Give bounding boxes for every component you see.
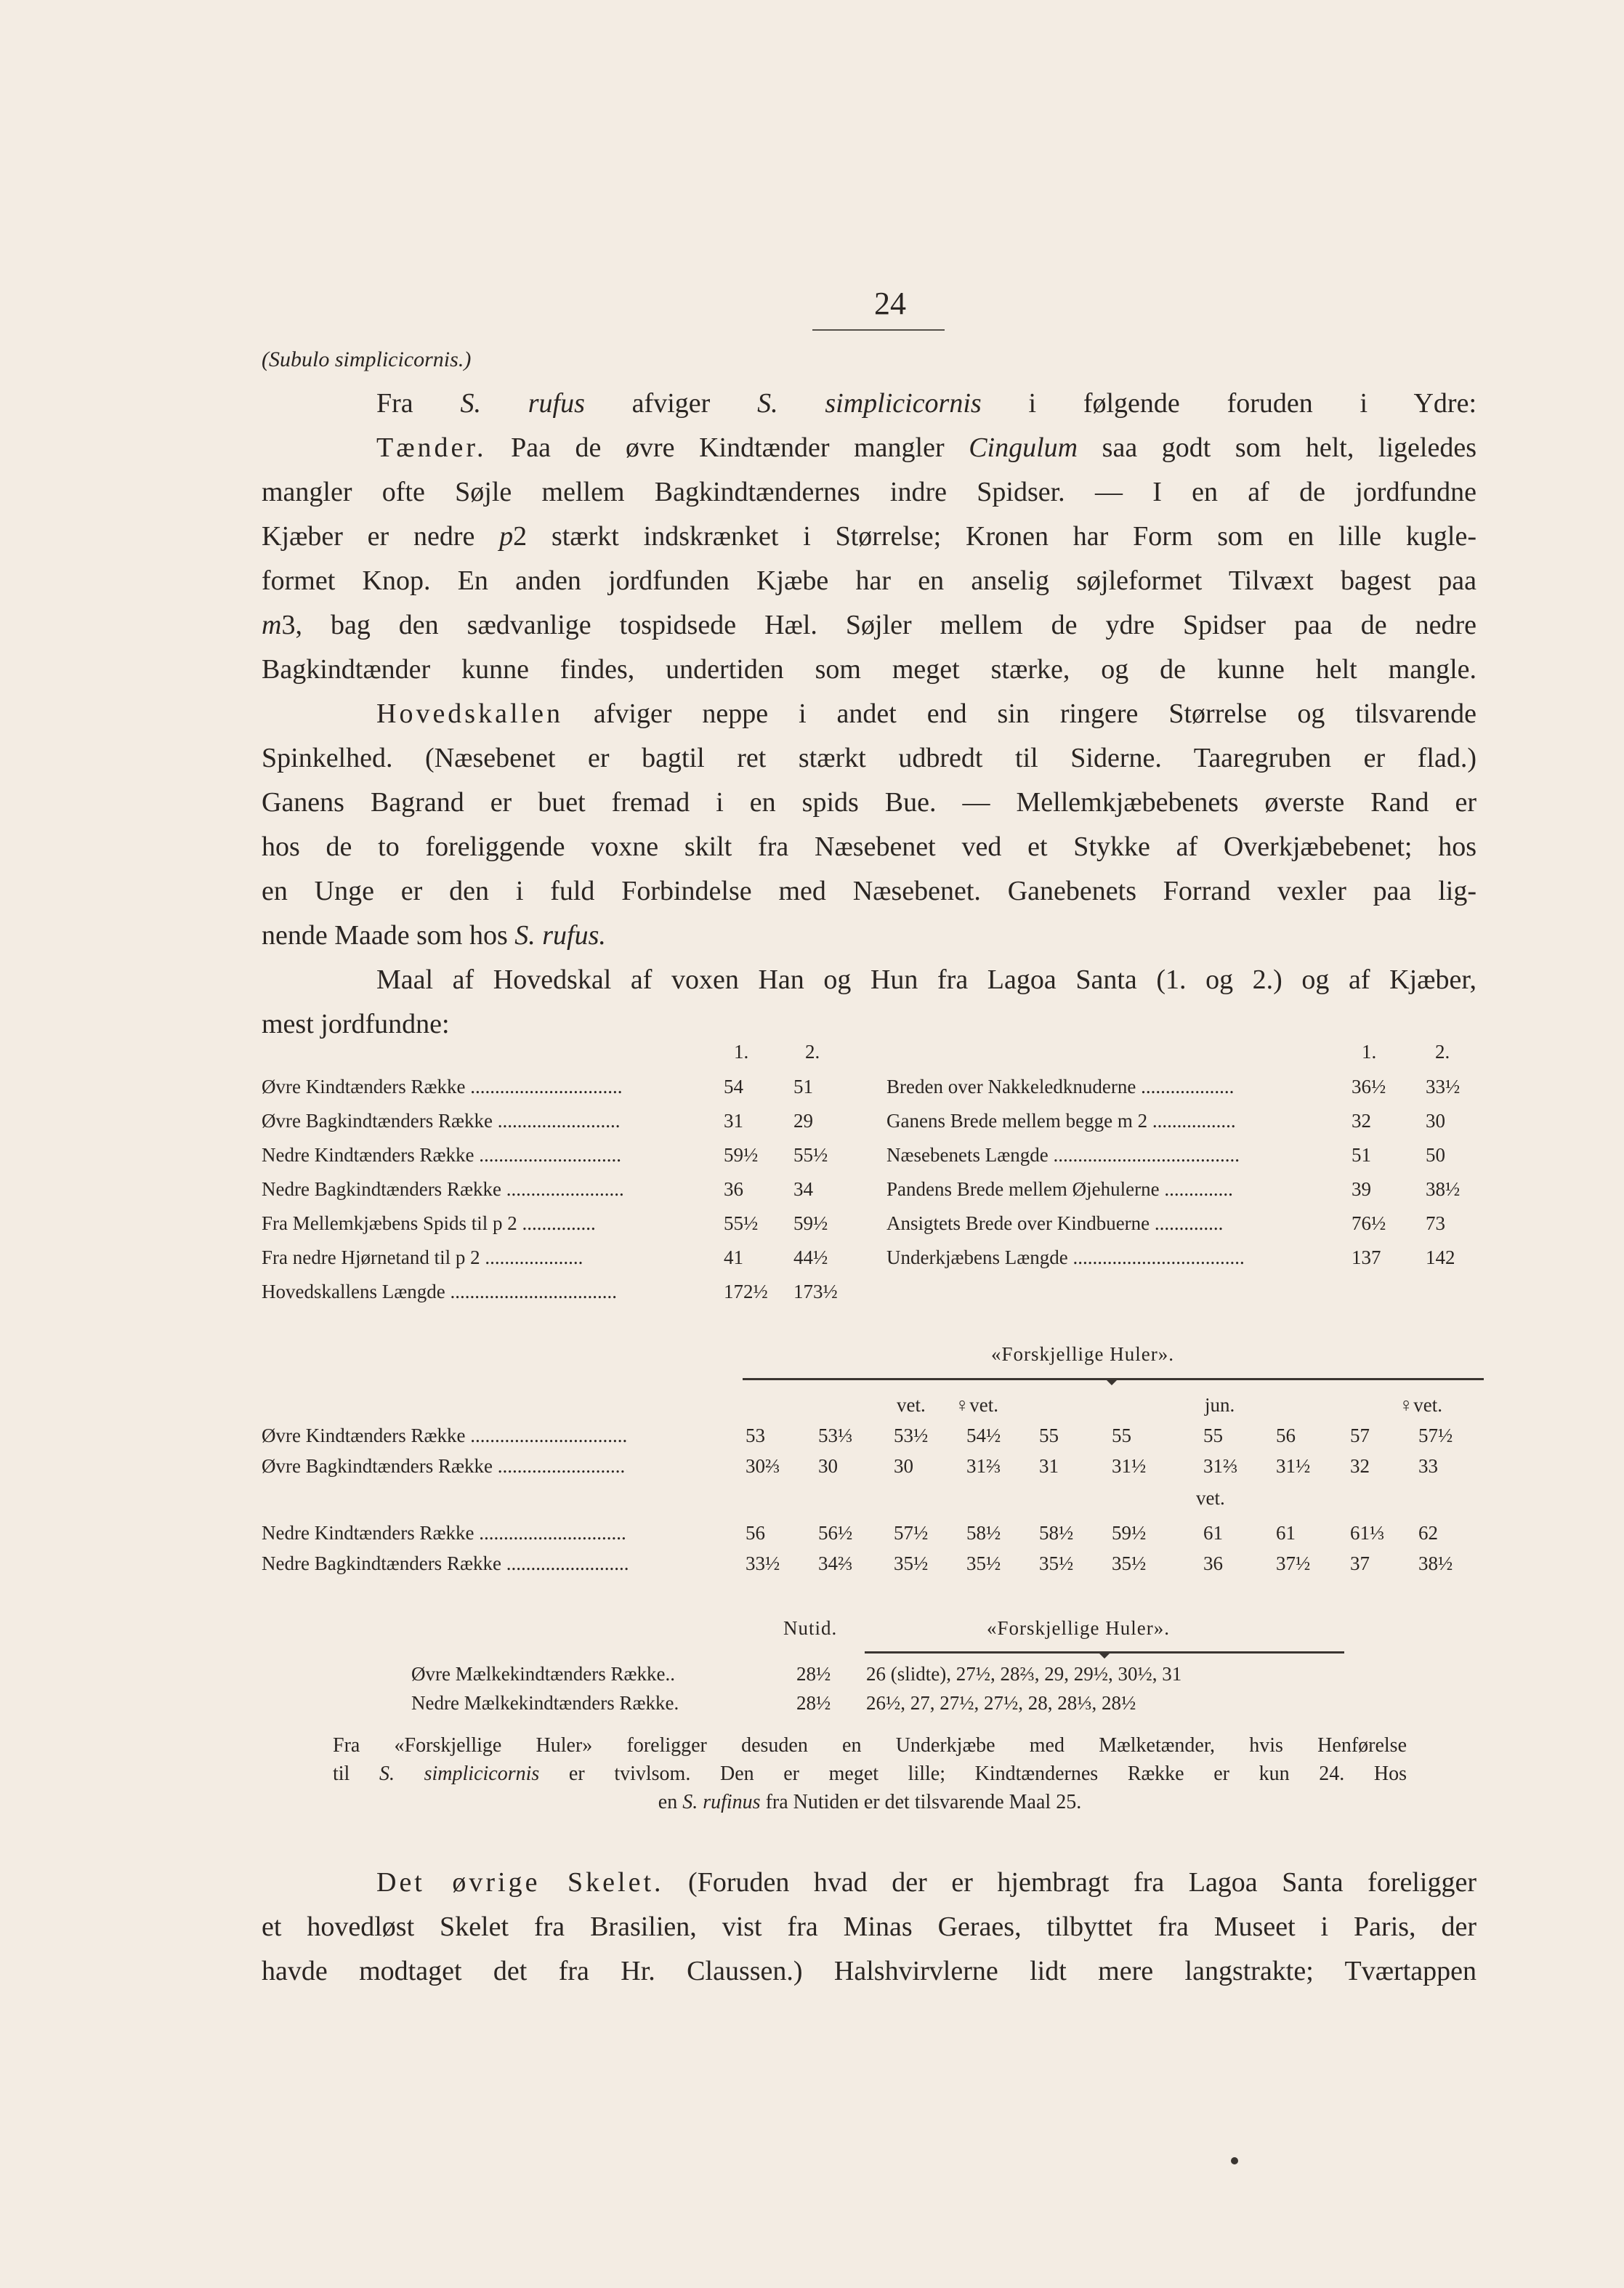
row-label: Fra Mellemkjæbens Spids til p 2 ............... <box>262 1212 596 1234</box>
row-label: Ansigtets Brede over Kindbuerne .............. <box>886 1212 1224 1234</box>
row-label: Nedre Bagkindtænders Række ......................... <box>262 1552 629 1574</box>
row-value: 31⅔ <box>966 1455 1001 1477</box>
row-value: 36 <box>1203 1552 1223 1574</box>
row-label: Breden over Nakkeledknuderne ................... <box>886 1076 1235 1097</box>
row-value: 57 <box>1350 1425 1370 1446</box>
text-line: Kjæber er nedre p2 stærkt indskrænket i Størrelse; Kronen har Form som en lille kugle- <box>262 521 1476 552</box>
text-line: Hovedskallen afviger neppe i andet end sin ringere Størrelse og tilsvarende <box>376 698 1476 729</box>
row-value: 26 (slidte), 27½, 28⅔, 29, 29½, 30½, 31 <box>866 1663 1182 1685</box>
row-value: 35½ <box>1112 1552 1147 1574</box>
text-line: havde modtaget det fra Hr. Claussen.) Halshvirvlerne lidt mere langstrakte; Tværtappen <box>262 1956 1476 1986</box>
row-value: 59½ <box>793 1212 828 1234</box>
column-header: 1. <box>1362 1041 1377 1063</box>
row-value: 50 <box>1426 1144 1445 1166</box>
row-label: Nedre Kindtænders Række .............................. <box>262 1522 626 1544</box>
text-line: Tænder. Paa de øvre Kindtænder mangler Cingulum saa godt som helt, ligeledes <box>376 432 1476 463</box>
column-header: 1. <box>734 1041 749 1063</box>
huler-underbrace-tick <box>1106 1379 1118 1385</box>
row-value: 54 <box>724 1076 743 1097</box>
row-value: 32 <box>1350 1455 1370 1477</box>
row-value: 34⅔ <box>818 1552 853 1574</box>
row-value: 55½ <box>793 1144 828 1166</box>
text-line: Maal af Hovedskal af voxen Han og Hun fra Lagoa Santa (1. og 2.) og af Kjæber, <box>376 964 1476 995</box>
row-value: 38½ <box>1418 1552 1453 1574</box>
row-value: 59½ <box>724 1144 759 1166</box>
column-header: 2. <box>1435 1041 1450 1063</box>
text-line: hos de to foreliggende voxne skilt fra Næsebenet ved et Stykke af Overkjæbebenet; hos <box>262 831 1476 862</box>
row-label: Nedre Bagkindtænders Række ........................ <box>262 1178 624 1200</box>
skull-measurements-right <box>886 1041 1482 1273</box>
row-value: 35½ <box>1039 1552 1074 1574</box>
row-value: 31½ <box>1276 1455 1311 1477</box>
text-line: Spinkelhed. (Næsebenet er bagtil ret stærkt udbredt til Siderne. Taaregruben er flad.) <box>262 743 1476 773</box>
text-line: Ganens Bagrand er buet fremad i en spids Bue. — Mellemkjæbebenets øverste Rand er <box>262 787 1476 818</box>
row-value: 30 <box>1426 1110 1445 1132</box>
row-value: 76½ <box>1352 1212 1386 1234</box>
main-paragraph-teeth-skull <box>262 382 1476 1047</box>
row-value: 62 <box>1418 1522 1438 1544</box>
milk-underbrace-tick <box>1099 1653 1110 1659</box>
row-value: 28½ <box>796 1692 831 1714</box>
row-value: 142 <box>1426 1246 1455 1268</box>
row-value: 61⅓ <box>1350 1522 1385 1544</box>
milk-caption-huler: «Forskjellige Huler». <box>987 1617 1170 1639</box>
column-header: ♀vet. <box>1399 1394 1442 1416</box>
row-value: 39 <box>1352 1178 1371 1200</box>
row-value: 41 <box>724 1246 743 1268</box>
row-value: 172½ <box>724 1281 768 1302</box>
footnote-line: en S. rufinus fra Nutiden er det tilsvarende Maal 25. <box>658 1791 1082 1813</box>
row-value: 53½ <box>894 1425 929 1446</box>
row-value: 55½ <box>724 1212 759 1234</box>
row-value: 173½ <box>793 1281 838 1302</box>
row-value: 37½ <box>1276 1552 1311 1574</box>
column-header: ♀vet. <box>955 1394 998 1416</box>
row-value: 30 <box>818 1455 838 1477</box>
row-value: 33½ <box>1426 1076 1461 1097</box>
row-value: 26½, 27, 27½, 27½, 28, 28⅓, 28½ <box>866 1692 1136 1714</box>
text-line: et hovedløst Skelet fra Brasilien, vist fra Minas Geraes, tilbyttet fra Museet i Paris, der <box>262 1912 1476 1942</box>
row-value: 53⅓ <box>818 1425 853 1446</box>
footnote-line: Fra «Forskjellige Huler» foreligger desuden en Underkjæbe med Mælketænder, hvis Henførelse <box>333 1734 1407 1757</box>
row-value: 56 <box>1276 1425 1296 1446</box>
row-label: Næsebenets Længde ...................................... <box>886 1144 1240 1166</box>
page-number: 24 <box>874 286 906 321</box>
row-value: 57½ <box>1418 1425 1453 1446</box>
row-value: 31 <box>1039 1455 1059 1477</box>
huler-measurements <box>262 1394 1482 1576</box>
row-value: 33 <box>1418 1455 1438 1477</box>
row-label: Nedre Kindtænders Række ............................. <box>262 1144 621 1166</box>
row-value: 73 <box>1426 1212 1445 1234</box>
row-value: 37 <box>1350 1552 1370 1574</box>
row-label: Øvre Kindtænders Række ............................... <box>262 1076 623 1097</box>
row-value: 33½ <box>746 1552 780 1574</box>
row-value: 31 <box>724 1110 743 1132</box>
row-value: 30 <box>894 1455 913 1477</box>
row-value: 28½ <box>796 1663 831 1685</box>
row-label: Øvre Kindtænders Række ................................ <box>262 1425 628 1446</box>
row-value: 55 <box>1039 1425 1059 1446</box>
row-value: 58½ <box>966 1522 1001 1544</box>
column-header: vet. <box>897 1394 926 1416</box>
row-value: 61 <box>1203 1522 1223 1544</box>
row-value: 30⅔ <box>746 1455 780 1477</box>
skeleton-paragraph <box>262 1861 1476 1994</box>
skull-measurements-left <box>262 1041 843 1310</box>
row-value: 35½ <box>966 1552 1001 1574</box>
row-value: 61 <box>1276 1522 1296 1544</box>
text-line: mangler ofte Søjle mellem Bagkindtændernes indre Spidser. — I en af de jordfundne <box>262 477 1476 507</box>
text-line: en Unge er den i fuld Forbindelse med Næsebenet. Ganebenets Forrand vexler paa lig- <box>262 876 1476 906</box>
row-value: 31½ <box>1112 1455 1147 1477</box>
row-value: 58½ <box>1039 1522 1074 1544</box>
row-value: 56½ <box>818 1522 853 1544</box>
text-line: formet Knop. En anden jordfunden Kjæbe har en anselig søjleformet Tilvæxt bagest paa <box>262 565 1476 596</box>
row-value: 38½ <box>1426 1178 1461 1200</box>
row-value: 44½ <box>793 1246 828 1268</box>
row-value: 32 <box>1352 1110 1371 1132</box>
row-label: Øvre Bagkindtænders Række .......................... <box>262 1455 626 1477</box>
milk-teeth-measurements <box>411 1663 1429 1728</box>
row-label: Hovedskallens Længde .................................. <box>262 1281 617 1302</box>
row-value: 55 <box>1203 1425 1223 1446</box>
column-header: jun. <box>1205 1394 1235 1416</box>
footnote-line: til S. simplicicornis er tvivlsom. Den er meget lille; Kindtændernes Række er kun 24. Hos <box>333 1763 1407 1785</box>
row-value: 36 <box>724 1178 743 1200</box>
row-value: 54½ <box>966 1425 1001 1446</box>
row-value: 51 <box>1352 1144 1371 1166</box>
row-value: 51 <box>793 1076 813 1097</box>
text-line: nende Maade som hos S. rufus. <box>262 920 606 951</box>
row-label: Pandens Brede mellem Øjehulerne .............. <box>886 1178 1233 1200</box>
row-value: 29 <box>793 1110 813 1132</box>
text-line: Fra S. rufus afviger S. simplicicornis i følgende foruden i Ydre: <box>376 388 1477 419</box>
row-label: Fra nedre Hjørnetand til p 2 .................... <box>262 1246 583 1268</box>
print-mark-dot <box>1231 2157 1238 2164</box>
row-value: 137 <box>1352 1246 1381 1268</box>
row-label: Øvre Bagkindtænders Række ......................... <box>262 1110 621 1132</box>
row-value: 57½ <box>894 1522 929 1544</box>
section-reference: (Subulo simplicicornis.) <box>262 347 472 371</box>
row-value: 53 <box>746 1425 765 1446</box>
text-line: Bagkindtænder kunne findes, undertiden som meget stærke, og de kunne helt mangle. <box>262 654 1476 685</box>
column-note: vet. <box>1196 1487 1225 1509</box>
column-header: 2. <box>805 1041 820 1063</box>
text-line: m3, bag den sædvanlige tospidsede Hæl. Søjler mellem de ydre Spidser paa de nedre <box>262 610 1476 640</box>
huler-caption: «Forskjellige Huler». <box>991 1343 1174 1365</box>
row-value: 56 <box>746 1522 765 1544</box>
row-value: 35½ <box>894 1552 929 1574</box>
row-value: 31⅔ <box>1203 1455 1238 1477</box>
text-line: mest jordfundne: <box>262 1009 450 1039</box>
row-label: Nedre Mælkekindtænders Række. <box>411 1692 679 1714</box>
text-line: Det øvrige Skelet. (Foruden hvad der er hjembragt fra Lagoa Santa foreligger <box>376 1867 1476 1898</box>
page-number-rule <box>812 329 945 331</box>
row-value: 55 <box>1112 1425 1131 1446</box>
footnote-paragraph <box>333 1731 1407 1816</box>
row-value: 34 <box>793 1178 813 1200</box>
milk-caption-nutid: Nutid. <box>783 1617 838 1639</box>
row-label: Underkjæbens Længde ................................... <box>886 1246 1245 1268</box>
row-value: 59½ <box>1112 1522 1147 1544</box>
row-value: 36½ <box>1352 1076 1386 1097</box>
row-label: Ganens Brede mellem begge m 2 ................. <box>886 1110 1236 1132</box>
row-label: Øvre Mælkekindtænders Række.. <box>411 1663 675 1685</box>
